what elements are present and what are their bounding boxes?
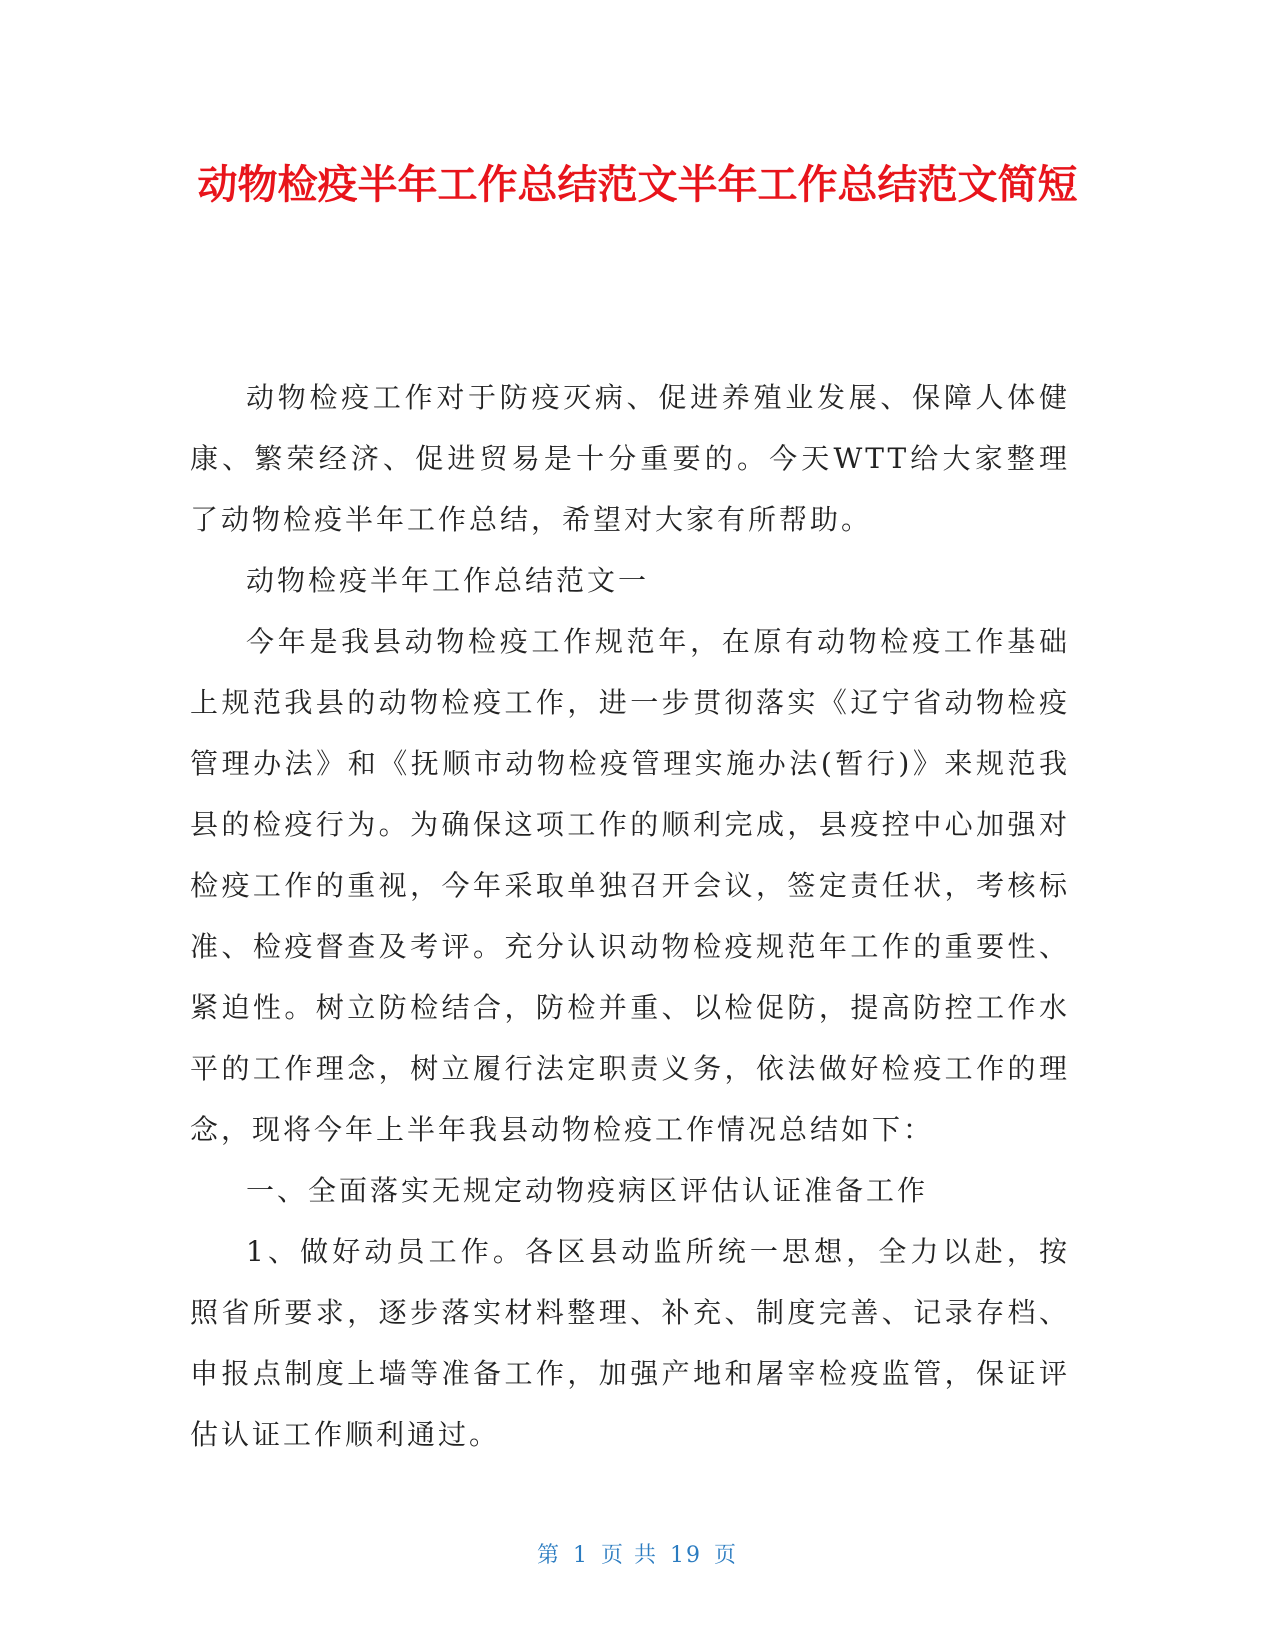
section-heading-sample-one: 动物检疫半年工作总结范文一 bbox=[246, 564, 650, 597]
paragraph-item-one: 1、做好动员工作。各区县动监所统一思想，全力以赴，按照省所要求，逐步落实材料整理、补充、制度完善、记录存档、申报点制度上墙等准备工作，加强产地和屠宰检疫监管，保证评估认证工作顺利通过。 bbox=[190, 1235, 1070, 1451]
paragraph-intro: 动物检疫工作对于防疫灭病、促进养殖业发展、保障人体健康、繁荣经济、促进贸易是十分重要的。今天WTT给大家整理了动物检疫半年工作总结，希望对大家有所帮助。 bbox=[190, 381, 1070, 536]
footer-label-of: 页 共 bbox=[601, 1543, 658, 1568]
footer-total-pages: 19 bbox=[670, 1543, 702, 1568]
paragraph-overview: 今年是我县动物检疫工作规范年，在原有动物检疫工作基础上规范我县的动物检疫工作，进一步贯彻落实《辽宁省动物检疫管理办法》和《抚顺市动物检疫管理实施办法(暂行)》来规范我县的检疫行为。为确保这项工作的顺利完成，县疫控中心加强对检疫工作的重视，今年采取单独召开会议，签定责任状，考核标准、检疫督查及考评。充分认识动物检疫规范年工作的重要性、紧迫性。树立防检结合，防检并重、以检促防，提高防控工作水平的工作理念，树立履行法定职责义务，依法做好检疫工作的理念，现将今年上半年我县动物检疫工作情况总结如下： bbox=[190, 625, 1070, 1146]
section-heading-one: 一、全面落实无规定动物疫病区评估认证准备工作 bbox=[246, 1174, 929, 1207]
footer-current-page: 1 bbox=[573, 1543, 589, 1568]
footer-label-page: 第 bbox=[536, 1543, 561, 1568]
page-footer bbox=[0, 1538, 1275, 1569]
document-body bbox=[190, 367, 1070, 1465]
document-title: 动物检疫半年工作总结范文半年工作总结范文简短 bbox=[197, 162, 1078, 208]
footer-label-end: 页 bbox=[714, 1543, 739, 1568]
